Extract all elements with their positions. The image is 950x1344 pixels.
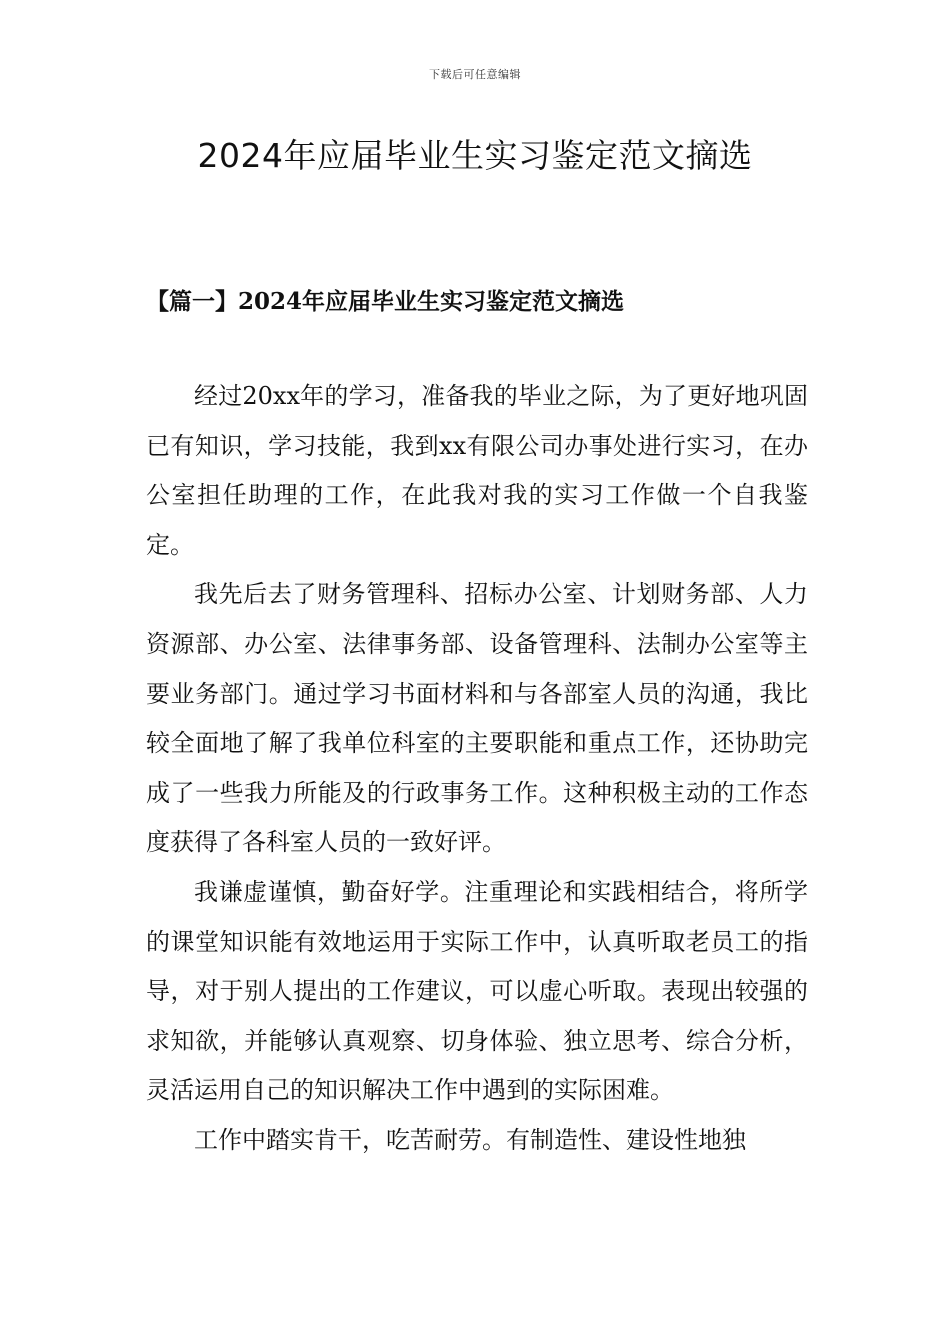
section-heading: 【篇一】2024年应届毕业生实习鉴定范文摘选 bbox=[146, 288, 625, 315]
body-text bbox=[146, 372, 808, 1166]
header-note: 下载后可任意编辑 bbox=[429, 68, 521, 81]
paragraph: 我先后去了财务管理科、招标办公室、计划财务部、人力资源部、办公室、法律事务部、设备管理科、法制办公室等主要业务部门。通过学习书面材料和与各部室人员的沟通，我比较全面地了解了我单位科室的主要职能和重点工作，还协助完成了一些我力所能及的行政事务工作。这种积极主动的工作态度获得了各科室人员的一致好评。 bbox=[146, 580, 808, 857]
paragraph: 我谦虚谨慎，勤奋好学。注重理论和实践相结合，将所学的课堂知识能有效地运用于实际工作中，认真听取老员工的指导，对于别人提出的工作建议，可以虚心听取。表现出较强的求知欲，并能够认真观察、切身体验、独立思考、综合分析，灵活运用自己的知识解决工作中遇到的实际困难。 bbox=[146, 877, 808, 1105]
paragraph: 经过20xx年的学习，准备我的毕业之际，为了更好地巩固已有知识，学习技能，我到xx有限公司办事处进行实习，在办公室担任助理的工作，在此我对我的实习工作做一个自我鉴定。 bbox=[146, 382, 808, 559]
document-title: 2024年应届毕业生实习鉴定范文摘选 bbox=[197, 136, 753, 175]
paragraph: 工作中踏实肯干，吃苦耐劳。有制造性、建设性地独 bbox=[194, 1125, 746, 1154]
